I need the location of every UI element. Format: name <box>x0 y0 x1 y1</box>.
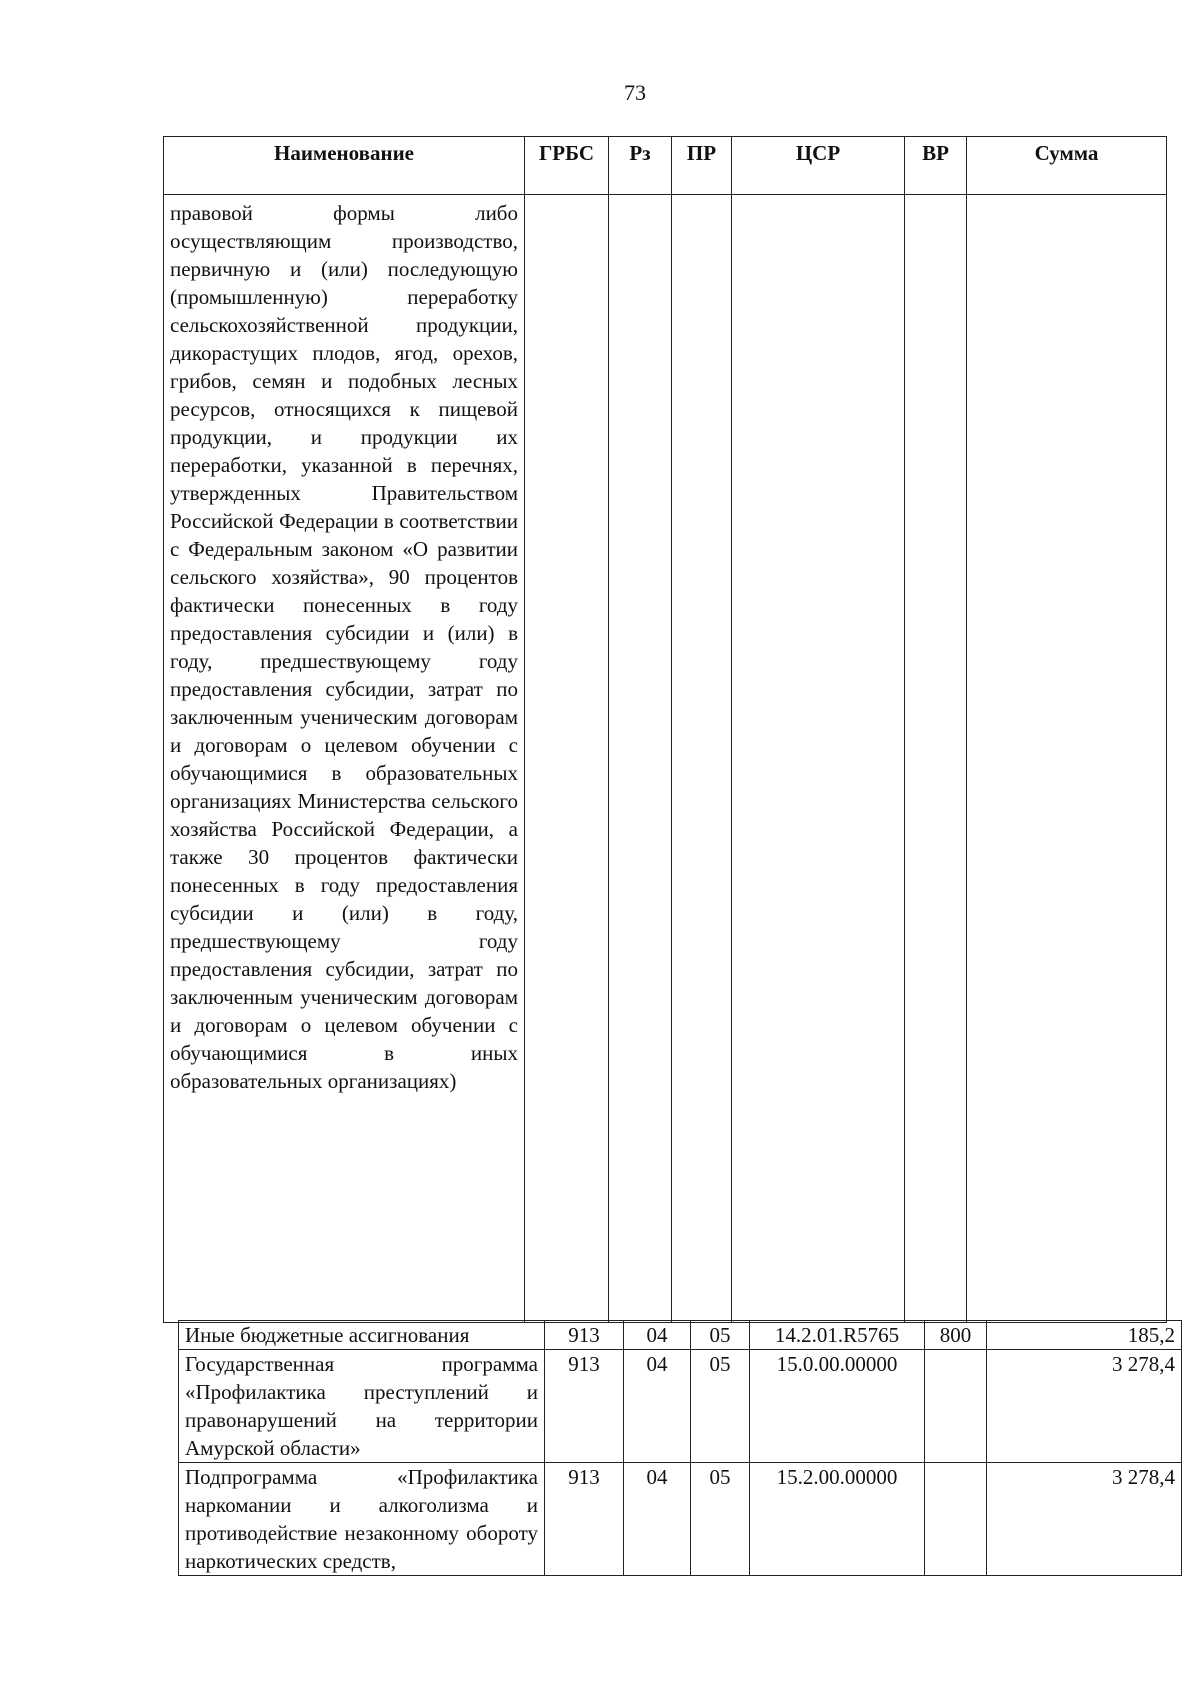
table-header <box>163 136 1167 1323</box>
row-csr: 15.2.00.00000 <box>750 1463 925 1576</box>
page-number: 73 <box>624 80 646 105</box>
table-row <box>179 1350 1182 1463</box>
header-csr: ЦСР <box>732 137 905 195</box>
row-sum: 3 278,4 <box>987 1463 1182 1576</box>
table-row <box>179 1321 1182 1350</box>
row-name: Подпрограмма «Профилактика наркомании и алкоголизма и противодействие незаконному обороту наркотических средств, <box>179 1463 545 1576</box>
header-name: Наименование <box>164 137 525 195</box>
row-name: Иные бюджетные ассигнования <box>179 1321 545 1350</box>
row-csr: 14.2.01.R5765 <box>750 1321 925 1350</box>
row-vr <box>925 1463 987 1576</box>
header-vr: ВР <box>905 137 967 195</box>
row-vr <box>925 1350 987 1463</box>
budget-table <box>178 1320 1182 1576</box>
row-grbs: 913 <box>545 1463 624 1576</box>
row-sum: 3 278,4 <box>987 1350 1182 1463</box>
row-pr: 05 <box>691 1350 750 1463</box>
row-rz: 04 <box>624 1321 691 1350</box>
continuation-text: правовой формы либо осуществляющим производство, первичную и (или) последующую (промышленную) переработку сельскохозяйственной продукции, дикорастущих плодов, ягод, орехов, грибов, семян и подобных лесных ресурсов, относящихся к пищевой продукции, и продукции их переработки, указанной в перечнях, утвержденных Правительством Российской Федерации в соответствии с Федеральным законом «О развитии сельского хозяйства», 90 процентов фактически понесенных в году предоставления субсидии и (или) в году, предшествующему году предоставления субсидии, затрат по заключенным ученическим договорам и договорам о целевом обучении с обучающимися в образовательных организациях Министерства сельского хозяйства Российской Федерации, а также 30 процентов фактически понесенных в году предоставления субсидии и (или) в году, предшествующему году предоставления субсидии, затрат по заключенным ученическим договорам и договорам о целевом обучении с обучающимися в иных образовательных организациях) <box>164 195 525 1323</box>
header-sum: Сумма <box>967 137 1167 195</box>
row-pr: 05 <box>691 1321 750 1350</box>
header-grbs: ГРБС <box>525 137 609 195</box>
table-row <box>179 1463 1182 1576</box>
row-grbs: 913 <box>545 1321 624 1350</box>
row-sum: 185,2 <box>987 1321 1182 1350</box>
row-name: Государственная программа «Профилактика преступлений и правонарушений на территории Амурской области» <box>179 1350 545 1463</box>
header-pr: ПР <box>672 137 732 195</box>
row-rz: 04 <box>624 1350 691 1463</box>
row-vr: 800 <box>925 1321 987 1350</box>
row-csr: 15.0.00.00000 <box>750 1350 925 1463</box>
row-pr: 05 <box>691 1463 750 1576</box>
row-rz: 04 <box>624 1463 691 1576</box>
row-grbs: 913 <box>545 1350 624 1463</box>
header-rz: Рз <box>609 137 672 195</box>
